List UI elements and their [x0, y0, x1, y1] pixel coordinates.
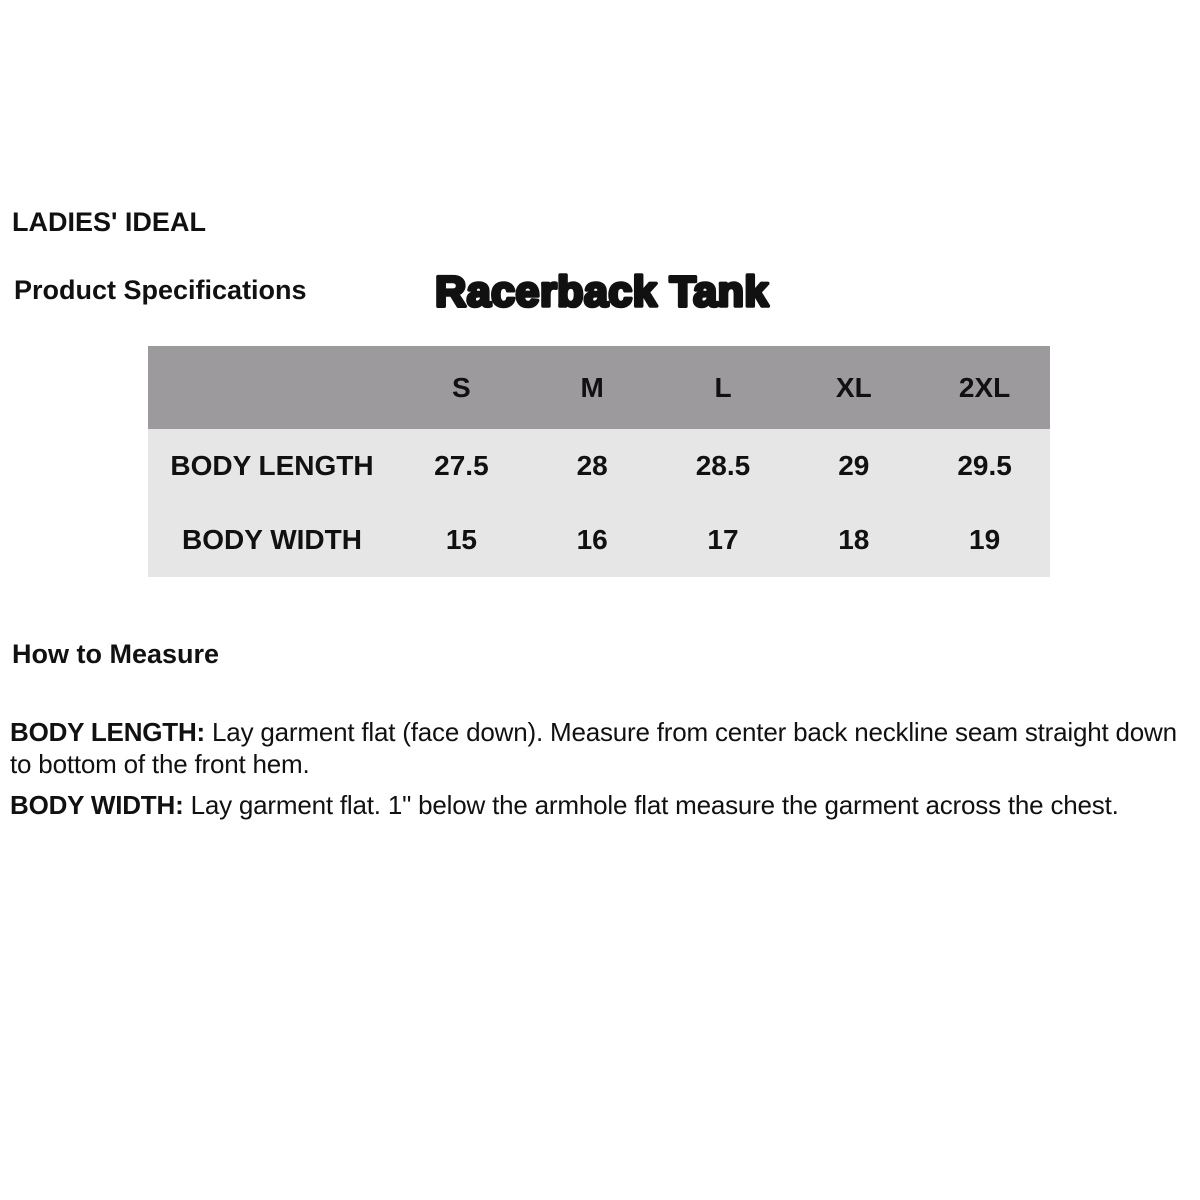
table-row-body-length [148, 429, 1050, 503]
size-column-2xl: 2XL [958, 371, 1011, 403]
body-length-note [10, 716, 1196, 780]
table-row-body-width [148, 503, 1050, 577]
spec-value: 16 [576, 524, 608, 555]
spec-value: 29.5 [957, 450, 1012, 481]
spec-value: 18 [838, 524, 870, 555]
body-width-note [10, 789, 1196, 821]
spec-value: 29 [838, 450, 870, 481]
row-label: BODY WIDTH [182, 524, 362, 555]
size-column-m: M [580, 371, 604, 403]
brand-title: LADIES' IDEAL [12, 207, 206, 237]
spec-value: 28 [576, 450, 608, 481]
measure-notes [10, 716, 1196, 830]
size-column-s: S [452, 371, 471, 403]
spec-value: 19 [969, 524, 1001, 555]
size-table-header-row [148, 346, 1050, 429]
product-name [372, 258, 832, 322]
product-name-text: Racerback Tank [435, 268, 769, 316]
size-column-xl: XL [835, 371, 872, 403]
how-to-measure-heading: How to Measure [12, 639, 220, 669]
spec-value: 17 [707, 524, 739, 555]
spec-value: 28.5 [695, 450, 751, 481]
spec-value: 27.5 [434, 450, 489, 481]
size-column-l: L [714, 371, 732, 403]
section-label: Product Specifications [14, 275, 307, 305]
body-length-term: BODY LENGTH: [10, 717, 206, 747]
row-label: BODY LENGTH [170, 450, 374, 481]
body-width-term: BODY WIDTH: [10, 790, 184, 820]
body-width-description: Lay garment flat. 1" below the armhole flat measure the garment across the chest. [190, 790, 1119, 820]
size-spec-table [148, 346, 1050, 577]
body-length-description: Lay garment flat (face down). Measure from center back neckline seam straight down to bottom of the front hem. [10, 717, 1177, 779]
spec-value: 15 [445, 524, 477, 555]
